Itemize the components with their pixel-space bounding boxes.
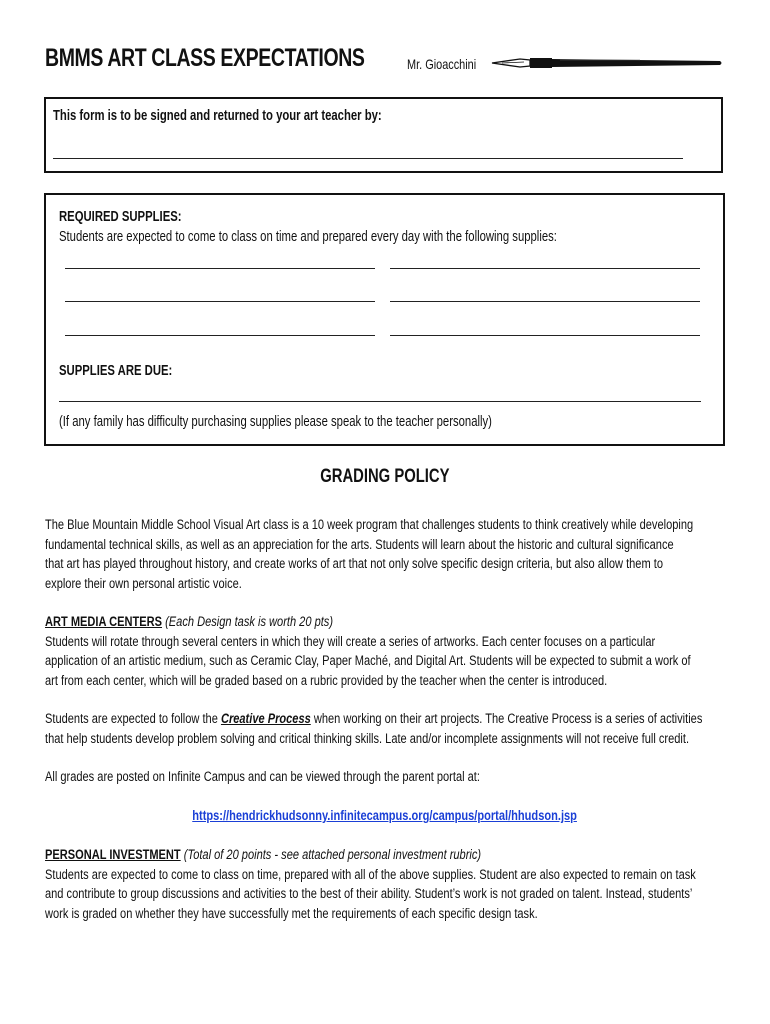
supply-line[interactable]: [390, 335, 700, 336]
page-title-text: BMMS ART CLASS EXPECTATIONS: [45, 44, 365, 72]
supply-line[interactable]: [65, 268, 375, 269]
personal-investment-note: (Total of 20 points - see attached personal investment rubric): [183, 847, 482, 863]
supply-line[interactable]: [65, 335, 375, 336]
paintbrush-icon: [490, 52, 724, 74]
personal-investment-heading: PERSONAL INVESTMENT: [45, 847, 181, 863]
intro-paragraph: The Blue Mountain Middle School Visual Art class is a 10 week program that challenges students to think creatively while developing fundamental technical skills, as well as an appreciation for the arts. Students will learn about the historic and cultural significance that art has played throughout history, and create works of art that not only solve specific design criteria, but also allow them to explore their own personal artistic voice.: [45, 517, 694, 593]
creative-process-term: Creative Process: [220, 711, 311, 727]
required-supplies-heading: REQUIRED SUPPLIES:: [59, 209, 182, 225]
return-by-label: This form is to be signed and returned to your art teacher by:: [53, 108, 382, 124]
supply-line[interactable]: [390, 301, 700, 302]
personal-investment-section: PERSONAL INVESTMENT (Total of 20 points - see attached personal investment rubric) Students are expected to come to class on time, prepared with all of the above supplies. Student are also expected to remain on task and contribute to group discussions and activities to the best of their ability. Student’s work is not graded on talent. Instead, students’ work is graded on whether they have successfully met the requirements of each specific design task.: [45, 847, 696, 923]
supply-line[interactable]: [390, 268, 700, 269]
supplies-intro: Students are expected to come to class on time and prepared every day with the following supplies:: [59, 229, 557, 245]
teacher-name: [407, 56, 496, 72]
return-date-line[interactable]: [53, 158, 683, 159]
page-title: [45, 44, 455, 73]
supplies-due-heading: SUPPLIES ARE DUE:: [59, 363, 173, 379]
teacher-name-text: Mr. Gioacchini: [407, 56, 477, 72]
media-centers-section: ART MEDIA CENTERS (Each Design task is worth 20 pts) Students will rotate through several centers in which they will create a series of artworks. Each center focuses on a particular application of an artistic medium, such as Ceramic Clay, Paper Maché, and Digital Art. Students will be expected to submit a work of art from each center, which will be graded based on a rubric provided by the teacher when the center is introduced.: [45, 614, 691, 690]
portal-link-row: [0, 807, 770, 827]
creative-process-paragraph: Students are expected to follow the Creative Process when working on their art projects. The Creative Process is a series of activities that help students develop problem solving and critical thinking skills. Late and/or incomplete assignments will not receive full credit.: [45, 711, 703, 747]
media-centers-heading: ART MEDIA CENTERS: [45, 614, 163, 630]
supplies-note: (If any family has difficulty purchasing supplies please speak to the teacher personally): [59, 414, 492, 430]
supplies-due-line[interactable]: [59, 401, 701, 402]
portal-link[interactable]: https://hendrickhudsonny.infinitecampus.org/campus/portal/hhudson.jsp: [192, 808, 578, 824]
media-centers-note: (Each Design task is worth 20 pts): [165, 614, 334, 630]
grades-posted-text: All grades are posted on Infinite Campus and can be viewed through the parent portal at:: [45, 769, 480, 785]
grading-policy-heading: GRADING POLICY: [320, 466, 450, 487]
supply-line[interactable]: [65, 301, 375, 302]
